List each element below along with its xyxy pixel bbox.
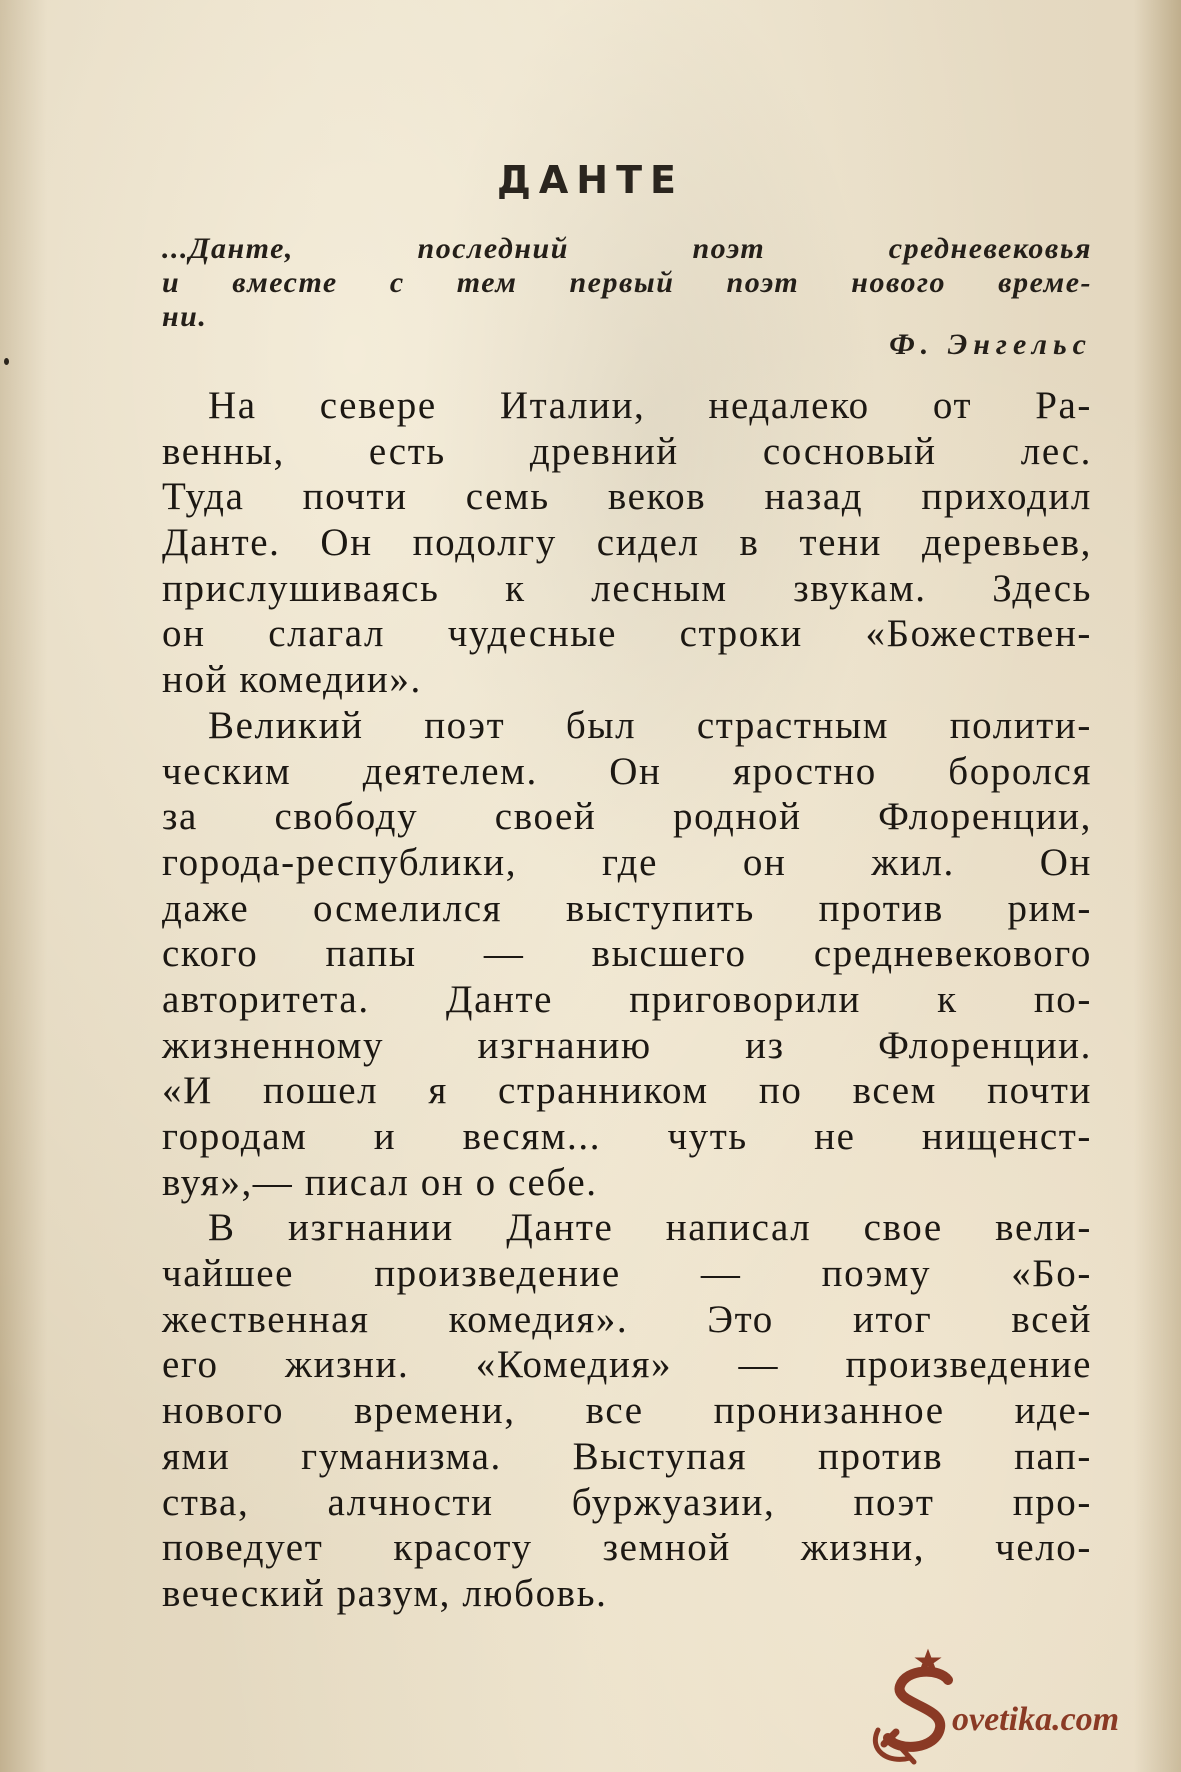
epigraph-line: ...Данте, последний поэт средневековья [162,232,1092,265]
sovetika-watermark-logo [848,1640,1168,1765]
text-line: за свободу своей родной Флоренции, [162,795,1092,839]
text-line: прислушиваясь к лесным звукам. Здесь [162,566,1092,610]
text-line: «И пошел я странником по всем почти [162,1069,1092,1113]
text-line: веческий разум, любовь. [162,1571,608,1615]
ink-speck [4,358,9,365]
text-line: чайшее произведение — поэму «Бо- [162,1252,1092,1296]
text-line: ского папы — высшего средневекового [162,932,1092,976]
text-line: даже осмелился выступить против рим- [162,886,1092,930]
text-line: нового времени, все пронизанное иде- [162,1389,1092,1433]
text-line: Туда почти семь веков назад приходил [162,475,1092,519]
text-line: ства, алчности буржуазии, поэт про- [162,1480,1092,1524]
text-line: Данте. Он подолгу сидел в тени деревьев, [162,521,1092,565]
text-line: жизненному изгнанию из Флоренции. [162,1023,1092,1067]
text-line: его жизни. «Комедия» — произведение [162,1343,1092,1387]
text-line: Великий поэт был страстным полити- [208,703,1092,747]
text-line: он слагал чудесные строки «Божествен- [162,612,1092,656]
text-line: поведует красоту земной жизни, чело- [162,1526,1092,1570]
epigraph-line: и вместе с тем первый поэт нового време- [162,266,1092,299]
text-line: городам и весям... чуть не нищенст- [162,1115,1092,1158]
text-line: жественная комедия». Это итог всей [162,1297,1092,1341]
epigraph-line: ни. [162,300,208,333]
text-line: авторитета. Данте приговорили к по- [162,977,1092,1021]
text-line: ями гуманизма. Выступая против пап- [162,1434,1092,1478]
text-line: В изгнании Данте написал свое вели- [208,1206,1092,1250]
text-line: На севере Италии, недалеко от Ра- [208,384,1092,427]
text-line: ной комедии». [162,658,422,702]
text-line: венны, есть древний сосновый лес. [162,429,1092,473]
text-line: вуя»,— писал он о себе. [162,1160,598,1204]
watermark-text: ovetika.com [952,1701,1120,1738]
text-line: ческим деятелем. Он яростно боролся [162,749,1092,793]
epigraph [162,232,1092,361]
body-text [162,383,1092,1617]
chapter-title: ДАНТЕ [497,158,684,202]
text-line: города-республики, где он жил. Он [162,840,1092,884]
epigraph-author: Ф. Энгельс [889,328,1092,361]
